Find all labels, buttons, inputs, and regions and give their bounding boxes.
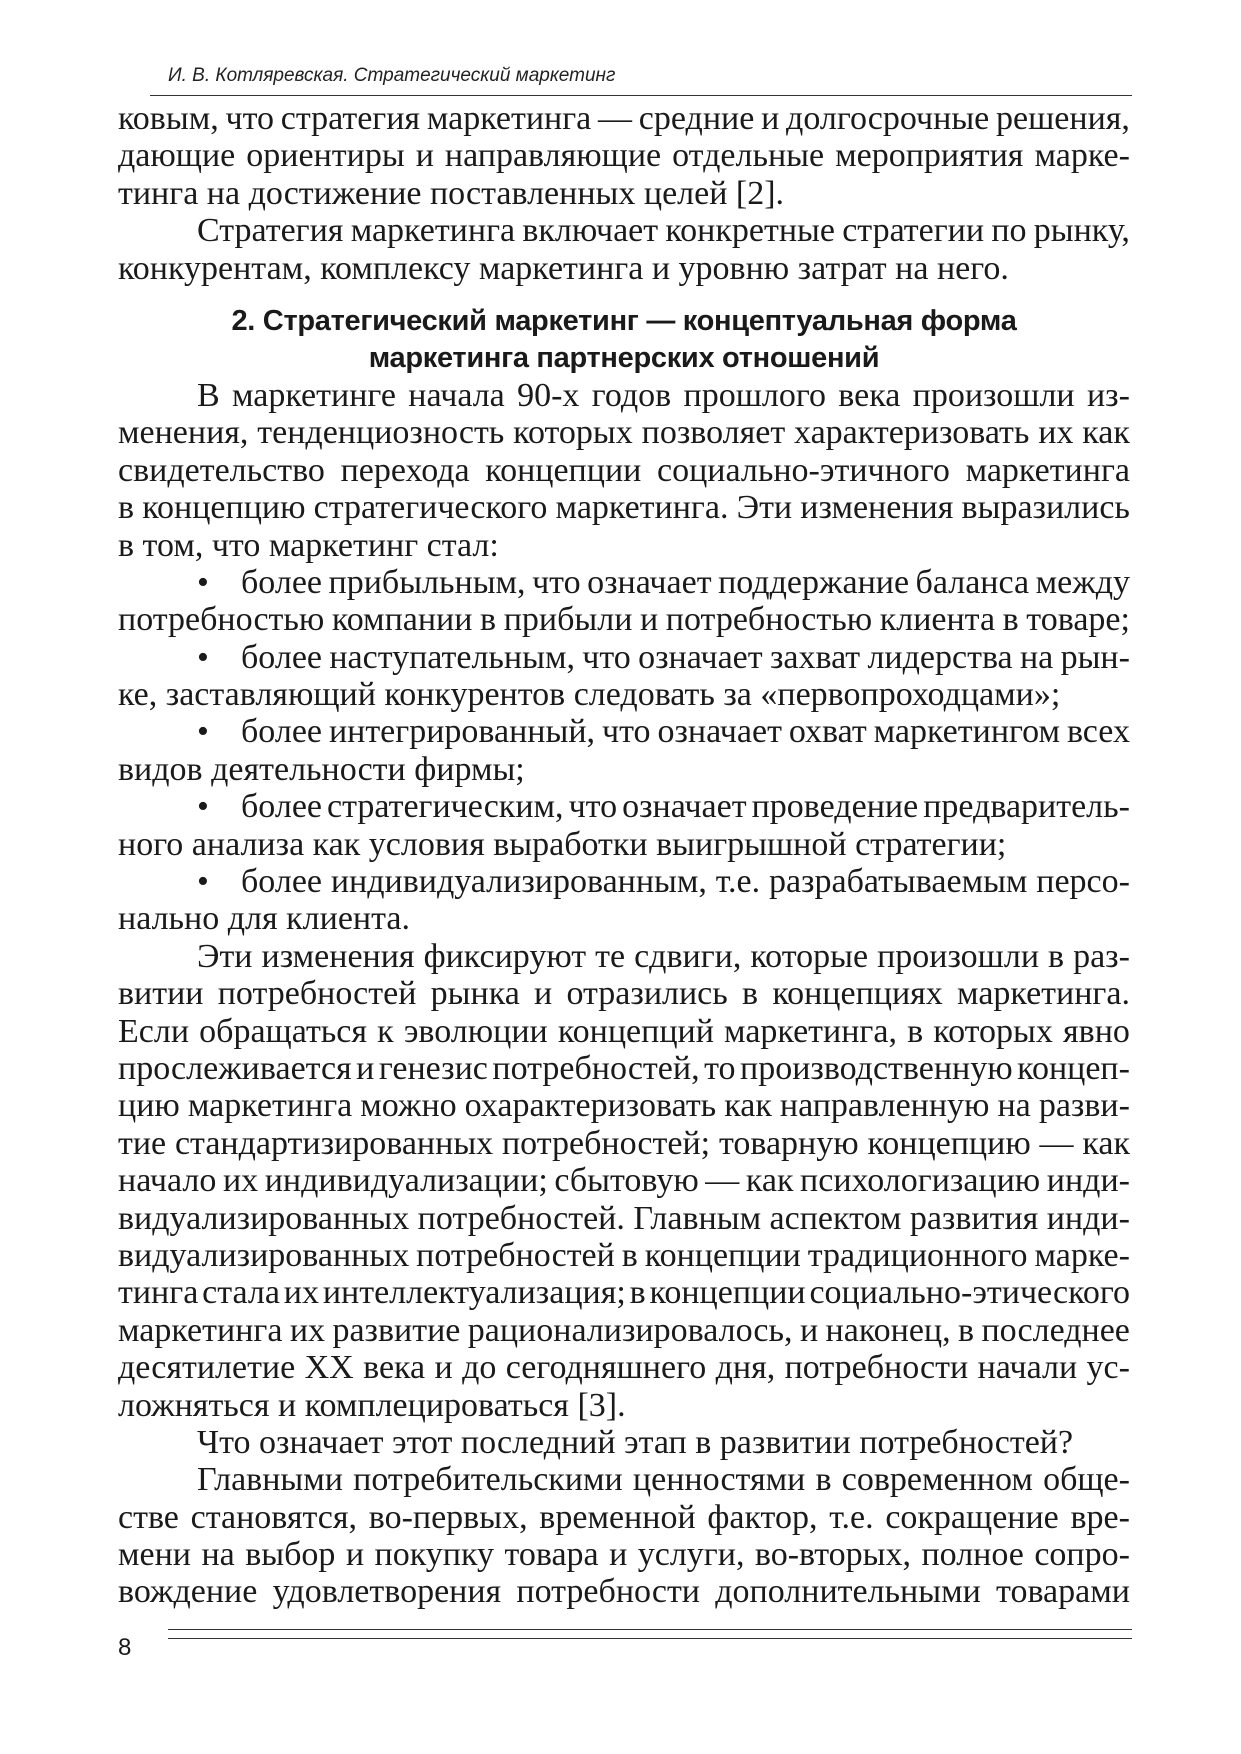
word: которых [933,1012,1053,1050]
word: временной [539,1498,696,1536]
word: товарами [996,1573,1130,1611]
word: века [363,1349,426,1387]
word: товаре; [1026,601,1130,639]
text-line [118,788,1130,825]
bullet-text [241,564,1130,601]
word: во-вторых, [754,1536,912,1574]
word: в [621,1236,638,1274]
text-line [118,100,1130,137]
word: Главными [197,1461,343,1499]
paragraph-5 [118,1424,1130,1461]
word: стала [202,1274,280,1312]
word: отдельные [672,137,825,175]
word: тенденциозность [257,414,505,452]
bullet-text [241,863,1130,900]
text-line [118,863,1130,900]
page-number: 8 [118,1634,132,1661]
word: сдвиги, [634,937,742,975]
word: потребностью [118,601,325,639]
text-line [118,212,1130,249]
text-line: видов деятельности фирмы; [118,750,525,788]
bullet-text [241,713,1130,750]
word: — [598,100,633,137]
word: в [815,1461,832,1499]
word: рынку, [1033,212,1130,250]
word: мени [118,1536,191,1574]
word: в [480,601,497,639]
word: прибыли [503,601,633,639]
word: становятся, [190,1498,358,1536]
word: ценностями [632,1461,806,1499]
word: вождение [118,1573,258,1611]
word: маркетинга. [957,975,1130,1013]
word: потребностей [217,975,417,1013]
word: потребности [784,1349,969,1387]
word: товара [504,1536,599,1574]
word: удовлетворения [272,1573,502,1611]
word: последнее [981,1311,1130,1349]
word: В [197,376,220,414]
text-line [118,1013,1130,1050]
text-line [118,1274,1130,1311]
text-line [118,1573,1130,1610]
word: дополнительными [715,1573,981,1611]
word: предваритель- [923,788,1130,826]
word: и [799,1311,819,1349]
word: перехода [340,451,470,489]
word: и [415,137,434,175]
spacer [118,287,1130,303]
word: раз- [1073,937,1130,975]
paragraph-6 [118,1461,1130,1611]
text-line [118,601,1130,638]
word: направляющие [444,137,662,175]
word: начали [977,1349,1078,1387]
word: клиента [879,601,996,639]
word: дающие [118,137,236,175]
text-line: в том, что маркетинг стал: [118,526,499,564]
word: в [629,1274,646,1312]
word: проведение [751,788,919,826]
bullet-marker: • [197,638,209,676]
word: стве [118,1498,179,1536]
header-rule [150,95,1132,96]
word: маркетинга, [724,1012,897,1050]
word: что [582,638,631,676]
text-line: нально для клиента. [118,900,410,938]
word: до [462,1349,497,1387]
word: сегодняшнего [505,1349,707,1387]
word: Если [118,1012,190,1050]
word: как [1082,414,1130,452]
word: стандартизированных [174,1124,494,1162]
text-line: ложняться и комплецироваться [3]. [118,1386,626,1424]
word: потребностей. [417,1199,625,1237]
text-line: тинга на достижение поставленных целей [2]. [118,174,785,212]
word: XX [304,1349,354,1387]
list-item [118,713,1130,788]
word: изменения [800,489,954,527]
word: маркетинга [350,212,516,250]
text-line [118,1349,1130,1386]
word: по [991,212,1027,250]
word: означает [638,638,763,676]
word: то [704,1049,736,1087]
word: включает [522,212,659,250]
word: долгосрочные [786,100,990,137]
word: начала [408,376,505,414]
running-head: И. В. Котляревская. Стратегический маркетинг [168,65,616,86]
text-line [118,452,1130,489]
word: что [532,563,581,601]
word: захват [769,638,861,676]
word: можно [360,1087,457,1125]
text-line [118,639,1130,676]
word: стратегического [313,489,548,527]
text-line [118,1536,1130,1573]
text-line [118,377,1130,414]
word: концепции [649,1274,806,1312]
word: изменения [261,937,415,975]
word: мероприятия [835,137,1024,175]
word: индивидуализации; [264,1162,548,1200]
text-line [118,489,1130,526]
bullet-text [241,788,1130,825]
text-line [118,1499,1130,1536]
word: и [761,100,780,137]
word: те [595,937,626,975]
word: развития [909,1199,1039,1237]
text-line [118,564,1130,601]
word: потребности [516,1573,701,1611]
word: потребностью [665,601,873,639]
text-line [118,1461,1130,1498]
word: сопро- [1034,1536,1130,1574]
word: маркетинге [232,376,396,414]
word: на [201,1536,235,1574]
word: явно [1063,1012,1130,1050]
word: психологизацию [800,1162,1041,1200]
word: которые [750,937,869,975]
word: к [377,1012,394,1050]
word: более [241,713,322,751]
word: обращаться [199,1012,368,1050]
word: и [434,1349,453,1387]
word: их [1038,414,1074,452]
word: прибыльным, [328,563,526,601]
bullet-marker: • [197,788,209,826]
word: компании [331,601,473,639]
word: концеп- [1017,1049,1130,1087]
paragraph-2 [118,212,1130,287]
word: услуги, [637,1536,745,1574]
word: в [907,1012,924,1050]
text-line [118,1125,1130,1162]
word: генезис [378,1049,488,1087]
paragraph-3 [118,377,1130,564]
text-line [118,1200,1130,1237]
bullet-list [118,564,1130,938]
word: дня, [715,1349,776,1387]
word: цию [118,1087,180,1125]
list-item [118,564,1130,639]
word: инди- [1046,1199,1130,1237]
footer-rule-thin [168,1638,1132,1639]
word: эволюции [403,1012,548,1050]
word: традиционного [807,1236,1028,1274]
text-line [118,713,1130,750]
word: начало [118,1162,217,1200]
word: потребительскими [353,1461,623,1499]
text-line [118,1237,1130,1274]
word: полное [921,1536,1024,1574]
word: Эти [197,937,253,975]
word: как [745,1162,794,1200]
word: и [345,1536,365,1574]
bullet-marker: • [197,713,209,751]
word: прослеживается [118,1049,352,1087]
word: сокращение [885,1498,1059,1536]
text-line: конкурентам, комплексу маркетинга и уровню затрат на него. [118,249,1009,287]
word: фиксируют [423,937,587,975]
word: потребностей, [492,1049,700,1087]
word: более [241,863,322,901]
word: тинга [118,1274,199,1312]
word: и [609,1536,628,1574]
word: концепцию [142,489,306,527]
word: сбытовую [554,1162,699,1200]
text-line: ке, заставляющий конкурентов следовать за «первопроходцами»; [118,676,1061,714]
word: социально-этичного [657,451,950,489]
word: индивидуализированным, [330,863,707,901]
word: маркетинга [118,1311,283,1349]
word: на [997,1087,1031,1125]
word: витии [118,975,204,1013]
text-line [118,414,1130,451]
bullet-marker: • [197,563,209,601]
word: как [724,1087,772,1125]
word: концепции [485,451,642,489]
word: свидетельство [118,451,325,489]
word: покупку [374,1536,494,1574]
word: их [222,1162,259,1200]
word: марке- [1034,137,1130,175]
word: товарную [718,1124,859,1162]
word: Эти [736,489,793,527]
word: позволяет [641,414,786,452]
word: рынка [430,975,520,1013]
word: что [601,713,651,751]
word: что [225,100,274,137]
word: в [958,1311,975,1349]
word: годов [591,376,672,414]
word: 90-х [517,376,580,414]
word: из- [1086,376,1130,414]
word: и [356,1049,375,1087]
word: концепции [644,1236,801,1274]
text-line [118,1050,1130,1087]
text-line [118,137,1130,174]
word: их [283,1274,319,1312]
word: интеллектуализация; [322,1274,626,1312]
word: разрабатываемым [768,863,1028,901]
word: потребностей [416,1236,615,1274]
list-item [118,788,1130,863]
word: произошли [877,937,1040,975]
word: которых [513,414,633,452]
list-item [118,863,1130,938]
word: ковым, [118,100,219,137]
word: интегрированный, [328,713,596,751]
footer-rule [168,1629,1132,1630]
word: стратегии [842,212,985,250]
word: маркетинга. [555,489,729,527]
word: наконец, [825,1311,951,1349]
section-heading [118,303,1130,377]
word: Стратегия [197,212,344,250]
word: характеризовать [794,414,1030,452]
paragraph-1 [118,100,1130,212]
word: века [838,376,901,414]
word: видуализированных [118,1236,410,1274]
text-line [118,938,1130,975]
word: ус- [1086,1349,1130,1387]
word: конкретные [665,212,835,250]
word: что [568,788,618,826]
word: и [640,601,659,639]
word: как [1082,1124,1130,1162]
word: т.е. [715,863,761,901]
word: во-первых, [368,1498,528,1536]
word: фактор, [707,1498,818,1536]
word: персо- [1036,863,1130,901]
word: обще- [1043,1461,1130,1499]
word: маркетинга [426,100,592,137]
word: современном [841,1461,1033,1499]
word: маркетинга [965,451,1130,489]
word: охват [788,713,867,751]
word: потребностей; [501,1124,711,1162]
word: инди- [1046,1162,1130,1200]
heading-line: 2. Стратегический маркетинг — концептуальная форма [231,304,1017,337]
word: и [534,975,553,1013]
word: стратегическим, [327,788,564,826]
word: в [742,975,759,1013]
word: в [1002,601,1019,639]
word: лидерства [867,638,1013,676]
word: видуализированных [118,1199,410,1237]
word: означает [622,788,747,826]
word: прошлого [683,376,826,414]
word: аспектом [769,1199,902,1237]
word: развитие [332,1311,461,1349]
word: рационализировалось, [467,1311,793,1349]
word: поддержание [718,563,910,601]
word: т.е. [829,1498,874,1536]
word: всех [1066,713,1130,751]
word: концепций [557,1012,714,1050]
word: разви- [1038,1087,1130,1125]
word: в [1048,937,1065,975]
word: вре- [1070,1498,1130,1536]
word: ориентиры [246,137,405,175]
word: более [241,638,322,676]
word: наступательным, [329,638,575,676]
word: тие [118,1124,167,1162]
word: маркетингом [873,713,1060,751]
text-line [118,1162,1130,1199]
word: стратегия [280,100,421,137]
word: маркетинга [187,1087,353,1125]
word: — [705,1162,740,1200]
word: рын- [1060,638,1130,676]
word: десятилетие [118,1349,296,1387]
word: выбор [245,1536,336,1574]
word: означает [657,713,782,751]
word: более [241,563,322,601]
text-line: ного анализа как условия выработки выигрышной стратегии; [118,825,1007,863]
bullet-marker: • [197,863,209,901]
word: означает [587,563,712,601]
text-line [118,975,1130,1012]
word: концепциях [772,975,943,1013]
word: между [1035,563,1130,601]
paragraph-4 [118,938,1130,1424]
word: концепцию [867,1124,1031,1162]
word: направленную [779,1087,990,1125]
text-line: Что означает этот последний этап в развитии потребностей? [197,1423,1074,1461]
word: социально-этического [809,1274,1130,1312]
list-item [118,639,1130,714]
word: выразились [961,489,1130,527]
word: баланса [915,563,1030,601]
word: на [1019,638,1054,676]
word: произошли [912,376,1075,414]
word: решения, [996,100,1130,137]
body-text [118,100,1130,1611]
text-line [118,1087,1130,1124]
word: производственную [740,1049,1013,1087]
word: отразились [566,975,728,1013]
word: марке- [1034,1236,1130,1274]
word: охарактеризовать [464,1087,717,1125]
word: в [118,489,135,527]
word: Главным [633,1199,762,1237]
heading-line: маркетинга партнерских отношений [368,341,880,374]
word: менения, [118,414,249,452]
word: более [241,788,322,826]
word: средние [638,100,755,137]
text-line [118,1312,1130,1349]
word: — [1039,1124,1074,1162]
word: их [289,1311,326,1349]
bullet-text [241,639,1130,676]
